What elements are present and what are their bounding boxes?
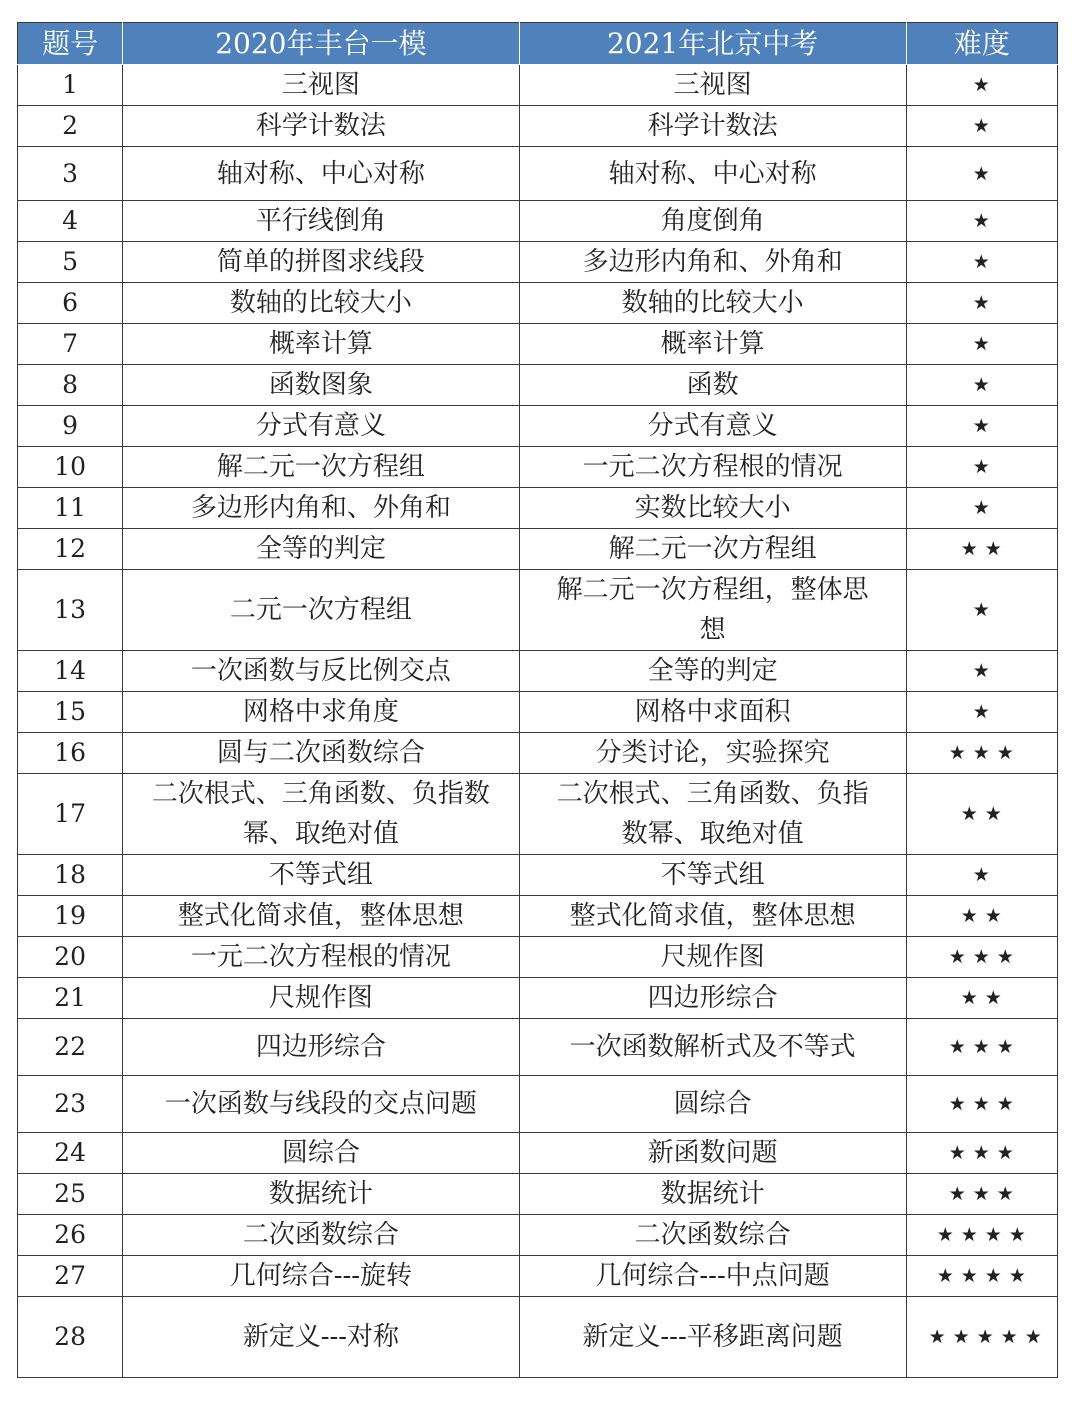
question-number-cell <box>18 201 123 242</box>
table-row <box>18 1133 1058 1174</box>
table-row <box>18 1174 1058 1215</box>
question-number-cell-text: 4 <box>62 206 79 235</box>
difficulty-stars-cell <box>906 896 1057 937</box>
difficulty-stars-cell <box>906 529 1057 570</box>
topic-2020-cell-text: 函数图象 <box>268 370 373 400</box>
topic-2020-cell-text: 四边形综合 <box>255 1032 386 1062</box>
difficulty-stars-cell <box>906 106 1057 147</box>
question-number-cell <box>18 283 123 324</box>
difficulty-stars-cell-text: ★ <box>972 701 997 723</box>
difficulty-stars-cell <box>906 733 1057 774</box>
topic-2020-cell-text: 概率计算 <box>268 329 373 359</box>
topic-2021-cell-text: 多边形内角和、外角和 <box>582 247 843 277</box>
table-row <box>18 324 1058 365</box>
topic-2021-cell-text: 整式化简求值，整体思想 <box>569 901 856 931</box>
table-row <box>18 855 1058 896</box>
difficulty-stars-cell-text: ★ <box>972 292 997 314</box>
topic-2020-cell <box>123 692 519 733</box>
question-number-cell-text: 22 <box>54 1032 86 1061</box>
header-number: 题号 <box>18 23 123 65</box>
difficulty-stars-cell-text: ★ <box>972 599 997 621</box>
topic-2021-cell-text: 新函数问题 <box>647 1138 778 1168</box>
topic-2021-cell <box>519 201 906 242</box>
difficulty-stars-cell <box>906 570 1057 651</box>
difficulty-stars-cell-text: ★ <box>972 660 997 682</box>
topic-2020-cell <box>123 570 519 651</box>
difficulty-stars-cell-text: ★ <box>972 210 997 232</box>
difficulty-stars-cell <box>906 447 1057 488</box>
table-row <box>18 1297 1058 1378</box>
topic-2021-cell-text: 概率计算 <box>660 329 765 359</box>
topic-2021-cell <box>519 896 906 937</box>
topic-2020-cell-text: 分式有意义 <box>255 411 386 441</box>
difficulty-stars-cell-text: ★★ <box>960 803 1009 825</box>
topic-2020-cell <box>123 1174 519 1215</box>
topic-2020-cell-text: 新定义---对称 <box>242 1322 400 1352</box>
difficulty-stars-cell-text: ★ <box>972 74 997 96</box>
topic-2021-cell-text: 解二元一次方程组 <box>608 534 817 564</box>
topic-2021-cell <box>519 324 906 365</box>
topic-2021-cell <box>519 65 906 106</box>
difficulty-stars-cell-text: ★★ <box>960 905 1009 927</box>
header-2021-beijing: 2021年北京中考 <box>519 23 906 65</box>
question-number-cell <box>18 1215 123 1256</box>
topic-2021-cell-text: 科学计数法 <box>647 111 778 141</box>
question-number-cell <box>18 651 123 692</box>
difficulty-stars-cell-text: ★★★ <box>948 742 1021 764</box>
topic-2020-cell <box>123 978 519 1019</box>
question-number-cell <box>18 365 123 406</box>
question-number-cell <box>18 65 123 106</box>
table-row <box>18 147 1058 201</box>
question-number-cell <box>18 692 123 733</box>
topic-2020-cell <box>123 447 519 488</box>
topic-2020-cell-text: 科学计数法 <box>255 111 386 141</box>
table-row <box>18 896 1058 937</box>
question-number-cell-text: 18 <box>54 860 86 889</box>
difficulty-stars-cell <box>906 65 1057 106</box>
topic-2020-cell <box>123 365 519 406</box>
difficulty-stars-cell <box>906 365 1057 406</box>
topic-2021-cell <box>519 1297 906 1378</box>
exam-comparison-table <box>17 22 1058 1378</box>
topic-2021-cell-text: 圆综合 <box>673 1089 752 1119</box>
topic-2020-cell-text: 网格中求角度 <box>242 697 399 727</box>
difficulty-stars-cell-text: ★ <box>972 162 997 185</box>
topic-2020-cell <box>123 937 519 978</box>
question-number-cell-text: 10 <box>54 452 86 481</box>
table-body <box>18 65 1058 1378</box>
difficulty-stars-cell <box>906 1133 1057 1174</box>
table-row <box>18 529 1058 570</box>
topic-2020-cell-text: 一元二次方程根的情况 <box>190 942 451 972</box>
difficulty-stars-cell-text: ★★★ <box>948 1183 1021 1205</box>
topic-2020-cell-text: 二次根式、三角函数、负指数幂、取绝对值 <box>151 779 490 849</box>
topic-2021-cell-text: 实数比较大小 <box>634 493 791 523</box>
question-number-cell-text: 5 <box>62 247 79 276</box>
topic-2021-cell <box>519 570 906 651</box>
topic-2020-cell <box>123 896 519 937</box>
difficulty-stars-cell <box>906 1019 1057 1076</box>
table-row <box>18 365 1058 406</box>
question-number-cell-text: 23 <box>54 1089 86 1118</box>
topic-2020-cell-text: 几何综合---旋转 <box>229 1261 413 1291</box>
topic-2020-cell <box>123 733 519 774</box>
table-row <box>18 937 1058 978</box>
table-header <box>18 23 1058 65</box>
difficulty-stars-cell-text: ★ <box>972 374 997 396</box>
difficulty-stars-cell <box>906 324 1057 365</box>
header-2020-fengtai: 2020年丰台一模 <box>123 23 519 65</box>
difficulty-stars-cell-text: ★★★ <box>948 1142 1021 1164</box>
topic-2021-cell-text: 分类讨论，实验探究 <box>595 738 830 768</box>
difficulty-stars-cell <box>906 651 1057 692</box>
question-number-cell <box>18 570 123 651</box>
difficulty-stars-cell <box>906 978 1057 1019</box>
question-number-cell-text: 6 <box>62 288 79 317</box>
question-number-cell <box>18 1174 123 1215</box>
topic-2020-cell-text: 三视图 <box>281 70 360 100</box>
topic-2020-cell-text: 解二元一次方程组 <box>216 452 425 482</box>
topic-2021-cell-text: 二次根式、三角函数、负指数幂、取绝对值 <box>556 779 869 849</box>
topic-2021-cell <box>519 1076 906 1133</box>
topic-2020-cell <box>123 488 519 529</box>
difficulty-stars-cell <box>906 692 1057 733</box>
difficulty-stars-cell-text: ★ <box>972 864 997 886</box>
difficulty-stars-cell <box>906 406 1057 447</box>
topic-2021-cell-text: 全等的判定 <box>647 656 778 686</box>
topic-2021-cell <box>519 651 906 692</box>
topic-2021-cell-text: 分式有意义 <box>647 411 778 441</box>
question-number-cell <box>18 324 123 365</box>
question-number-cell-text: 9 <box>62 411 79 440</box>
difficulty-stars-cell-text: ★ <box>972 456 997 478</box>
difficulty-stars-cell <box>906 1215 1057 1256</box>
question-number-cell-text: 28 <box>54 1322 86 1351</box>
table-row <box>18 692 1058 733</box>
table-row <box>18 978 1058 1019</box>
question-number-cell <box>18 1019 123 1076</box>
question-number-cell-text: 11 <box>54 493 86 522</box>
question-number-cell <box>18 242 123 283</box>
topic-2020-cell-text: 平行线倒角 <box>255 206 386 236</box>
topic-2020-cell-text: 一次函数与反比例交点 <box>190 656 451 686</box>
difficulty-stars-cell <box>906 242 1057 283</box>
topic-2020-cell <box>123 651 519 692</box>
topic-2020-cell <box>123 406 519 447</box>
topic-2021-cell <box>519 447 906 488</box>
difficulty-stars-cell-text: ★ <box>972 333 997 355</box>
topic-2021-cell <box>519 106 906 147</box>
table-row <box>18 242 1058 283</box>
topic-2020-cell-text: 尺规作图 <box>268 983 373 1013</box>
topic-2021-cell-text: 尺规作图 <box>660 942 765 972</box>
topic-2021-cell <box>519 406 906 447</box>
question-number-cell-text: 3 <box>62 158 79 188</box>
question-number-cell-text: 25 <box>54 1179 86 1208</box>
topic-2020-cell-text: 圆综合 <box>281 1138 360 1168</box>
difficulty-stars-cell-text: ★★★★ <box>936 1265 1033 1287</box>
question-number-cell <box>18 447 123 488</box>
table-container <box>17 22 1058 1378</box>
topic-2021-cell-text: 一元二次方程根的情况 <box>582 452 843 482</box>
difficulty-stars-cell <box>906 1297 1057 1378</box>
topic-2021-cell-text: 数轴的比较大小 <box>621 288 804 318</box>
question-number-cell-text: 14 <box>54 656 86 685</box>
topic-2020-cell <box>123 855 519 896</box>
table-row <box>18 774 1058 855</box>
question-number-cell <box>18 978 123 1019</box>
topic-2020-cell-text: 轴对称、中心对称 <box>216 158 425 189</box>
table-row <box>18 1215 1058 1256</box>
difficulty-stars-cell-text: ★ <box>972 115 997 137</box>
question-number-cell <box>18 733 123 774</box>
question-number-cell <box>18 1297 123 1378</box>
question-number-cell <box>18 106 123 147</box>
question-number-cell <box>18 855 123 896</box>
question-number-cell-text: 15 <box>54 697 86 726</box>
topic-2020-cell-text: 一次函数与线段的交点问题 <box>164 1089 477 1119</box>
topic-2021-cell <box>519 733 906 774</box>
question-number-cell-text: 24 <box>54 1138 86 1167</box>
question-number-cell <box>18 488 123 529</box>
table-row <box>18 488 1058 529</box>
difficulty-stars-cell-text: ★ <box>972 251 997 273</box>
topic-2021-cell-text: 几何综合---中点问题 <box>595 1261 830 1291</box>
table-row <box>18 406 1058 447</box>
topic-2020-cell <box>123 283 519 324</box>
topic-2021-cell <box>519 365 906 406</box>
table-row <box>18 65 1058 106</box>
difficulty-stars-cell-text: ★★★★ <box>936 1224 1033 1246</box>
difficulty-stars-cell-text: ★★ <box>960 987 1009 1009</box>
difficulty-stars-cell <box>906 937 1057 978</box>
topic-2021-cell <box>519 978 906 1019</box>
table-row <box>18 201 1058 242</box>
difficulty-stars-cell-text: ★★★ <box>948 946 1021 968</box>
topic-2020-cell <box>123 529 519 570</box>
difficulty-stars-cell <box>906 488 1057 529</box>
question-number-cell <box>18 529 123 570</box>
question-number-cell-text: 26 <box>54 1220 86 1249</box>
question-number-cell-text: 17 <box>54 799 86 828</box>
table-row <box>18 1256 1058 1297</box>
question-number-cell <box>18 1076 123 1133</box>
topic-2020-cell <box>123 106 519 147</box>
topic-2021-cell <box>519 147 906 201</box>
question-number-cell <box>18 147 123 201</box>
topic-2020-cell <box>123 1256 519 1297</box>
topic-2021-cell <box>519 1215 906 1256</box>
topic-2020-cell-text: 多边形内角和、外角和 <box>190 493 451 523</box>
difficulty-stars-cell-text: ★★★★★ <box>928 1325 1049 1348</box>
question-number-cell <box>18 406 123 447</box>
difficulty-stars-cell-text: ★ <box>972 415 997 437</box>
topic-2021-cell-text: 解二元一次方程组，整体思想 <box>556 575 869 645</box>
topic-2020-cell <box>123 1076 519 1133</box>
difficulty-stars-cell-text: ★ <box>972 497 997 519</box>
difficulty-stars-cell <box>906 774 1057 855</box>
question-number-cell-text: 8 <box>62 370 79 399</box>
topic-2021-cell <box>519 1133 906 1174</box>
topic-2021-cell-text: 四边形综合 <box>647 983 778 1013</box>
topic-2021-cell-text: 三视图 <box>673 70 752 100</box>
question-number-cell-text: 20 <box>54 942 86 971</box>
difficulty-stars-cell-text: ★★★ <box>948 1036 1021 1058</box>
topic-2020-cell <box>123 1019 519 1076</box>
topic-2021-cell <box>519 529 906 570</box>
difficulty-stars-cell-text: ★★ <box>960 538 1009 560</box>
difficulty-stars-cell <box>906 855 1057 896</box>
question-number-cell-text: 7 <box>62 329 79 358</box>
topic-2020-cell <box>123 242 519 283</box>
topic-2021-cell-text: 函数 <box>686 370 739 400</box>
topic-2021-cell-text: 轴对称、中心对称 <box>608 158 817 189</box>
table-row <box>18 570 1058 651</box>
question-number-cell-text: 19 <box>54 901 86 930</box>
table-row <box>18 283 1058 324</box>
question-number-cell-text: 2 <box>62 111 79 140</box>
topic-2020-cell-text: 数轴的比较大小 <box>229 288 412 318</box>
topic-2021-cell <box>519 488 906 529</box>
difficulty-stars-cell <box>906 1076 1057 1133</box>
question-number-cell <box>18 937 123 978</box>
difficulty-stars-cell <box>906 201 1057 242</box>
topic-2021-cell-text: 数据统计 <box>660 1179 765 1209</box>
topic-2021-cell <box>519 283 906 324</box>
header-difficulty: 难度 <box>906 23 1057 65</box>
topic-2020-cell <box>123 1215 519 1256</box>
topic-2020-cell-text: 圆与二次函数综合 <box>216 738 425 768</box>
question-number-cell-text: 12 <box>54 534 86 563</box>
topic-2020-cell <box>123 774 519 855</box>
topic-2021-cell <box>519 692 906 733</box>
topic-2021-cell-text: 网格中求面积 <box>634 697 791 727</box>
question-number-cell-text: 1 <box>62 70 79 99</box>
question-number-cell-text: 13 <box>54 595 86 624</box>
topic-2021-cell-text: 一次函数解析式及不等式 <box>569 1032 856 1062</box>
topic-2020-cell-text: 二元一次方程组 <box>229 595 412 625</box>
question-number-cell <box>18 896 123 937</box>
topic-2021-cell-text: 二次函数综合 <box>634 1220 791 1250</box>
question-number-cell-text: 21 <box>54 983 86 1012</box>
table-row <box>18 651 1058 692</box>
topic-2020-cell-text: 数据统计 <box>268 1179 373 1209</box>
topic-2021-cell <box>519 242 906 283</box>
topic-2020-cell-text: 二次函数综合 <box>242 1220 399 1250</box>
topic-2021-cell <box>519 774 906 855</box>
topic-2020-cell-text: 整式化简求值，整体思想 <box>177 901 464 931</box>
table-row <box>18 733 1058 774</box>
topic-2020-cell-text: 不等式组 <box>268 860 373 890</box>
table-row <box>18 1076 1058 1133</box>
topic-2021-cell <box>519 1256 906 1297</box>
topic-2020-cell-text: 简单的拼图求线段 <box>216 247 425 277</box>
topic-2021-cell <box>519 855 906 896</box>
question-number-cell <box>18 774 123 855</box>
table-row <box>18 106 1058 147</box>
question-number-cell <box>18 1256 123 1297</box>
difficulty-stars-cell <box>906 283 1057 324</box>
difficulty-stars-cell <box>906 1174 1057 1215</box>
topic-2020-cell <box>123 201 519 242</box>
topic-2020-cell <box>123 1297 519 1378</box>
topic-2021-cell <box>519 1019 906 1076</box>
topic-2020-cell <box>123 65 519 106</box>
topic-2021-cell-text: 不等式组 <box>660 860 765 890</box>
question-number-cell <box>18 1133 123 1174</box>
header-row <box>18 23 1058 65</box>
topic-2020-cell <box>123 1133 519 1174</box>
difficulty-stars-cell <box>906 1256 1057 1297</box>
topic-2020-cell-text: 全等的判定 <box>255 534 386 564</box>
topic-2021-cell-text: 新定义---平移距离问题 <box>582 1322 843 1352</box>
table-row <box>18 1019 1058 1076</box>
topic-2020-cell <box>123 147 519 201</box>
table-row <box>18 447 1058 488</box>
topic-2021-cell <box>519 1174 906 1215</box>
difficulty-stars-cell-text: ★★★ <box>948 1093 1021 1115</box>
topic-2021-cell-text: 角度倒角 <box>660 206 765 236</box>
question-number-cell-text: 16 <box>54 738 86 767</box>
topic-2021-cell <box>519 937 906 978</box>
question-number-cell-text: 27 <box>54 1261 86 1290</box>
difficulty-stars-cell <box>906 147 1057 201</box>
topic-2020-cell <box>123 324 519 365</box>
